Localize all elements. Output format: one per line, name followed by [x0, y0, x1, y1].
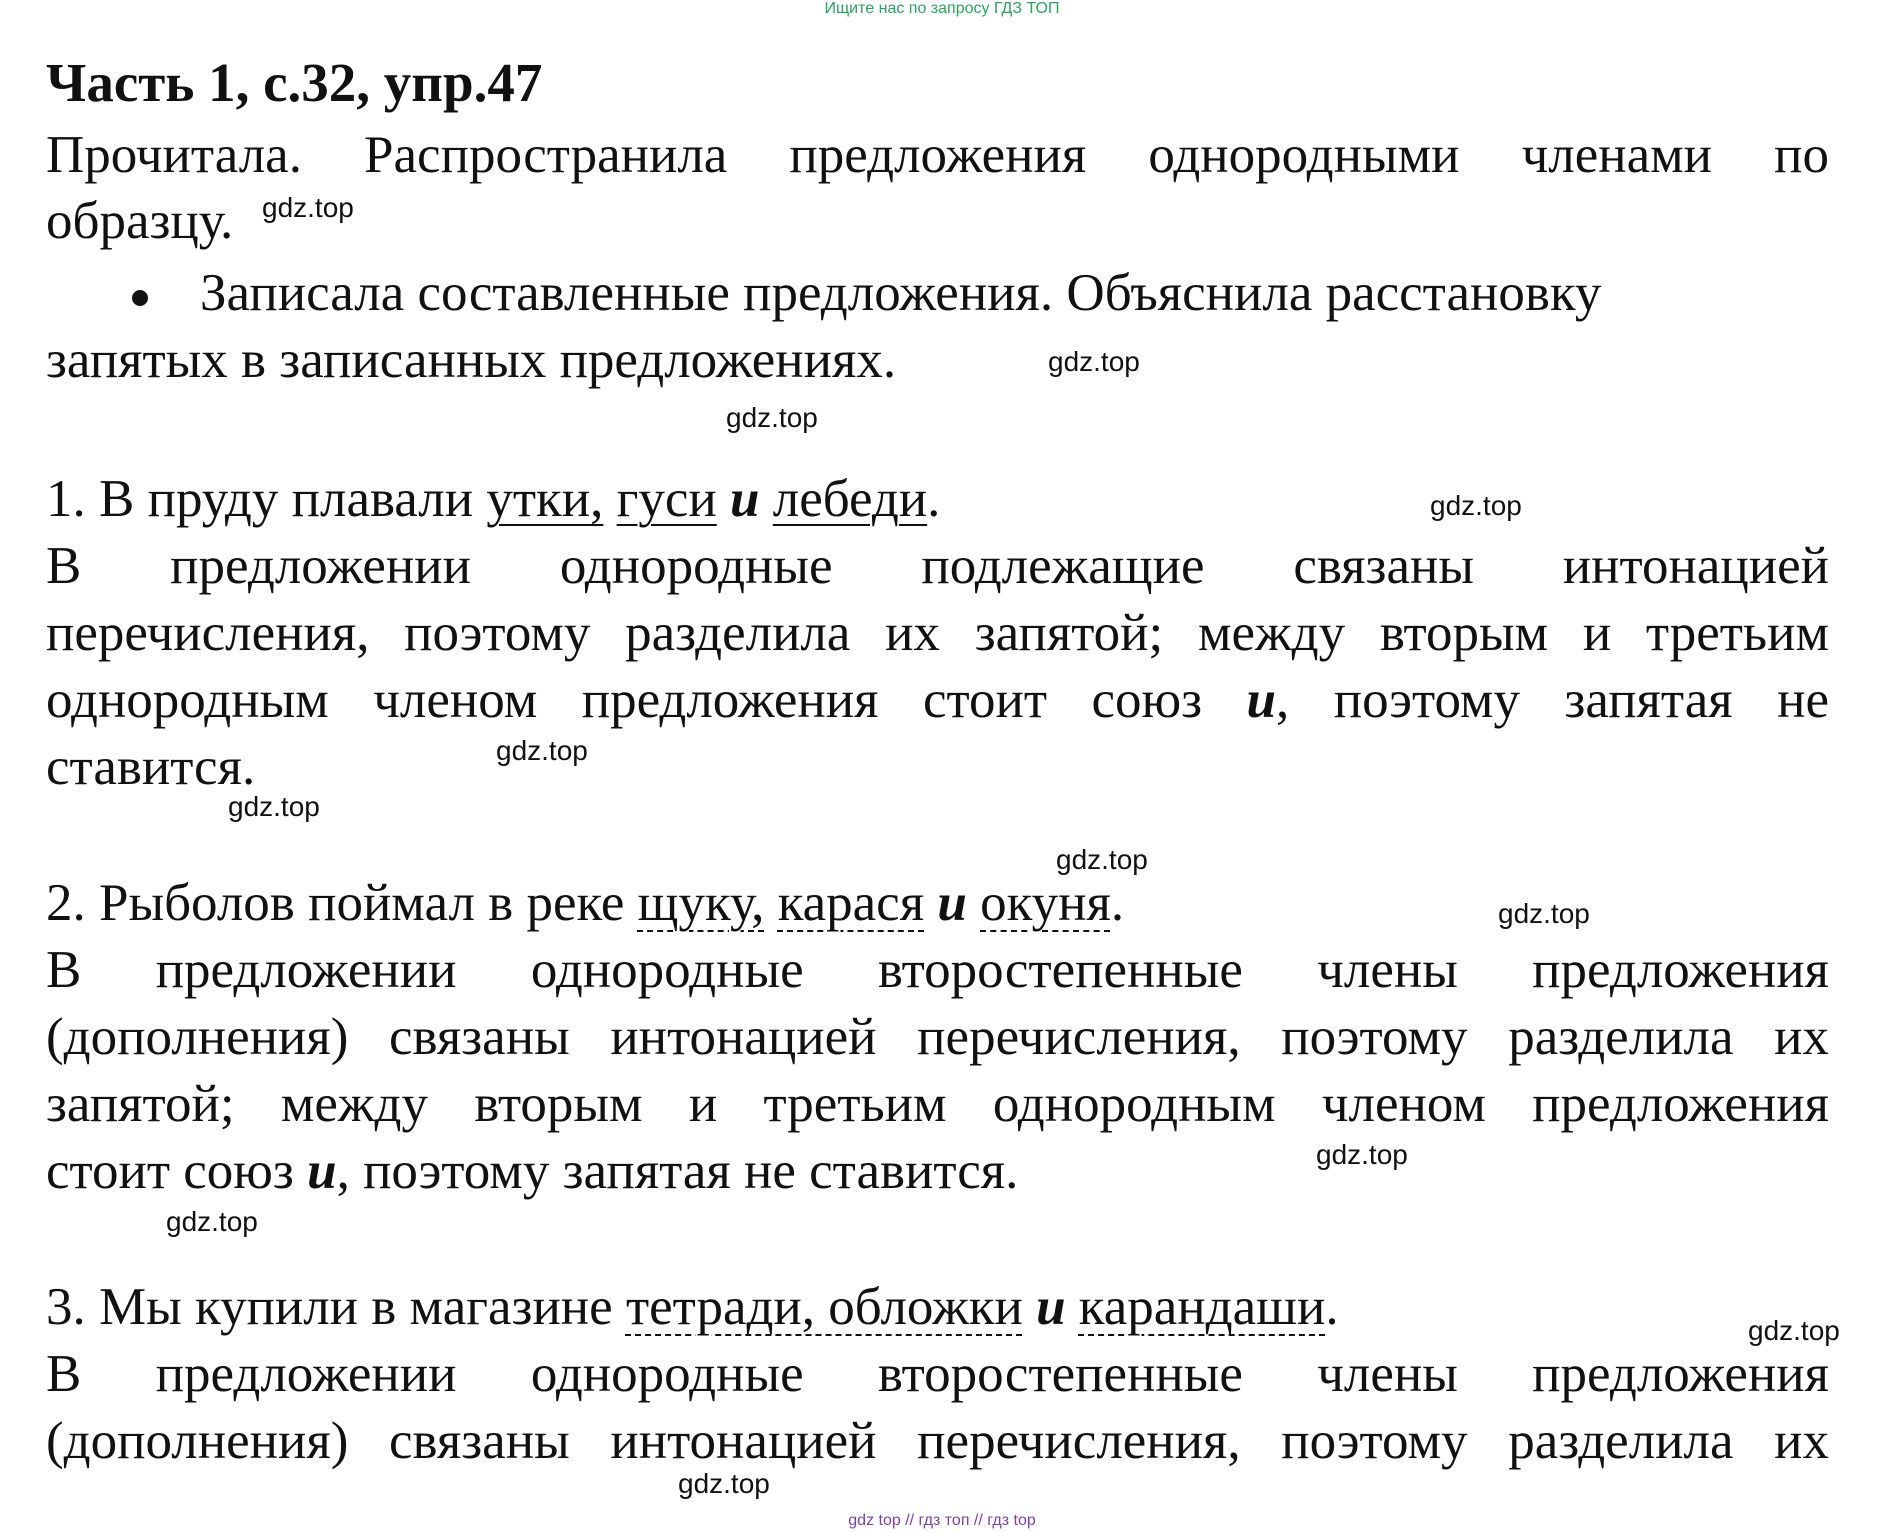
watermark: gdz.top	[262, 192, 354, 223]
bullet-line-2: запятых в записанных предложениях.	[46, 331, 897, 389]
item3-expl-2: (дополнения) связаны интонацией перечисления, поэтому разделила их	[46, 1412, 1829, 1470]
item1-expl-2: перечисления, поэтому разделила их запятой; между вторым и третьим	[46, 604, 1829, 662]
item1-word2: гуси	[616, 470, 717, 528]
item3-expl-1: В предложении однородные второстепенные члены предложения	[46, 1345, 1829, 1403]
top-banner: Ищите нас по запросу ГДЗ ТОП	[824, 0, 1060, 17]
item3-word3: карандаши	[1078, 1278, 1326, 1336]
item2-expl-1: В предложении однородные второстепенные члены предложения	[46, 941, 1829, 999]
page-title: Часть 1, с.32, упр.47	[46, 52, 543, 113]
watermark: gdz.top	[726, 402, 818, 433]
bullet-item	[46, 260, 1829, 326]
item2-expl-3: запятой; между вторым и третьим однородным членом предложения	[46, 1075, 1829, 1133]
bullet-text: Записала составленные предложения. Объяснила расстановку	[200, 264, 1602, 322]
item2-prefix: 2. Рыболов поймал в реке	[46, 874, 638, 932]
intro-line-2-text: образцу.	[46, 192, 234, 250]
footer: gdz top // гдз топ // гдз top	[848, 1512, 1036, 1529]
bullet-icon	[132, 290, 148, 306]
item1-expl-3a: однородным членом предложения стоит союз	[46, 671, 1247, 729]
item2-expl-4a: стоит союз	[46, 1142, 308, 1200]
item2-end: .	[1110, 874, 1125, 932]
item2-expl-4	[46, 1138, 1829, 1204]
watermark: gdz.top	[166, 1206, 258, 1237]
item3-end: .	[1325, 1278, 1339, 1336]
watermark: gdz.top	[496, 735, 588, 766]
watermark: gdz.top	[1498, 898, 1590, 929]
item1-conj: и	[730, 470, 760, 528]
item1-expl-4: ставится.	[46, 738, 256, 796]
item3-prefix: 3. Мы купили в магазине	[46, 1278, 626, 1336]
item1-expl-1: В предложении однородные подлежащие связаны интонацией	[46, 537, 1829, 595]
item1-word1: утки,	[486, 470, 604, 528]
item1-word3: лебеди	[772, 470, 928, 528]
item2-expl-4b: , поэтому запятая не ставится.	[336, 1142, 1019, 1200]
item2-expl-2: (дополнения) связаны интонацией перечисления, поэтому разделила их	[46, 1008, 1829, 1066]
watermark: gdz.top	[678, 1468, 770, 1499]
watermark: gdz.top	[228, 791, 320, 822]
item2-word1: щуку,	[637, 874, 765, 932]
watermark: gdz.top	[1056, 844, 1148, 875]
item3-word1: тетради, обложки	[625, 1278, 1023, 1336]
watermark: gdz.top	[1430, 490, 1522, 521]
item2-conj: и	[937, 874, 967, 932]
item3-sentence	[46, 1274, 1829, 1340]
watermark: gdz.top	[1748, 1315, 1840, 1346]
item2-expl-conj: и	[307, 1142, 337, 1200]
item1-prefix: 1. В пруду плавали	[46, 470, 487, 528]
intro-line-1: Прочитала. Распространила предложения однородными членами по	[46, 126, 1829, 184]
item2-word2: карася	[777, 874, 925, 932]
item3-conj: и	[1036, 1278, 1066, 1336]
item1-expl-3b: , поэтому запятая не	[1276, 671, 1830, 729]
item2-word3: окуня	[980, 874, 1111, 932]
item1-sentence	[46, 466, 1829, 532]
item1-expl-3	[46, 667, 1829, 733]
watermark: gdz.top	[1316, 1139, 1408, 1170]
item1-expl-conj: и	[1246, 671, 1276, 729]
watermark: gdz.top	[1048, 346, 1140, 377]
item1-end: .	[927, 470, 941, 528]
